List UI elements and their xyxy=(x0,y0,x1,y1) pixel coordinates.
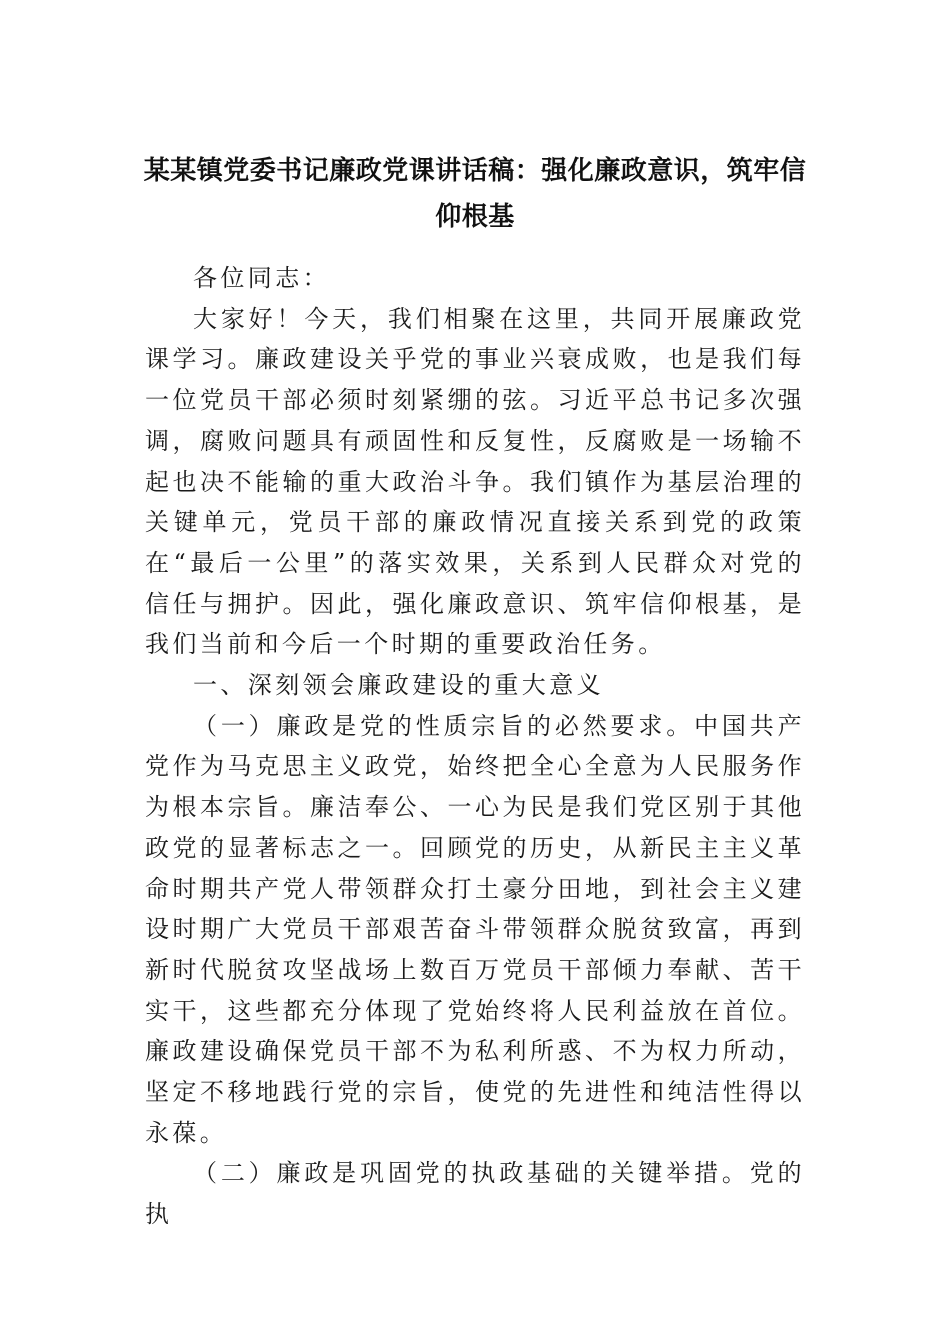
document-title: 某某镇党委书记廉政党课讲话稿：强化廉政意识，筑牢信仰根基 xyxy=(143,156,807,232)
subsection-paragraph-1: （一）廉政是党的性质宗旨的必然要求。中国共产党作为马克思主义政党，始终把全心全意为人民服务作为根本宗旨。廉洁奉公、一心为民是我们党区别于其他政党的显著标志之一。回顾党的历史，从新民主主义革命时期共产党人带领群众打土豪分田地，到社会主义建设时期广大党员干部艰苦奋斗带领群众脱贫致富，再到新时代脱贫攻坚战场上数百万党员干部倾力奉献、苦干实干，这些都充分体现了党始终将人民利益放在首位。廉政建设确保党员干部不为私利所惑、不为权力所动，坚定不移地践行党的宗旨，使党的先进性和纯洁性得以永葆。 xyxy=(145,711,805,1147)
section-heading-1: 一、深刻领会廉政建设的重大意义 xyxy=(193,671,604,700)
intro-paragraph: 大家好！今天，我们相聚在这里，共同开展廉政党课学习。廉政建设关乎党的事业兴衰成败，也是我们每一位党员干部必须时刻紧绷的弦。习近平总书记多次强调，腐败问题具有顽固性和反复性，反腐败是一场输不起也决不能输的重大政治斗争。我们镇作为基层治理的关键单元，党员干部的廉政情况直接关系到党的政策在“最后一公里”的落实效果，关系到人民群众对党的信任与拥护。因此，强化廉政意识、筑牢信仰根基，是我们当前和今后一个时期的重要政治任务。 xyxy=(145,304,805,659)
document-body xyxy=(145,258,805,1235)
subsection-paragraph-2: （二）廉政是巩固党的执政基础的关键举措。党的执 xyxy=(145,1159,805,1229)
salutation: 各位同志： xyxy=(193,264,330,292)
